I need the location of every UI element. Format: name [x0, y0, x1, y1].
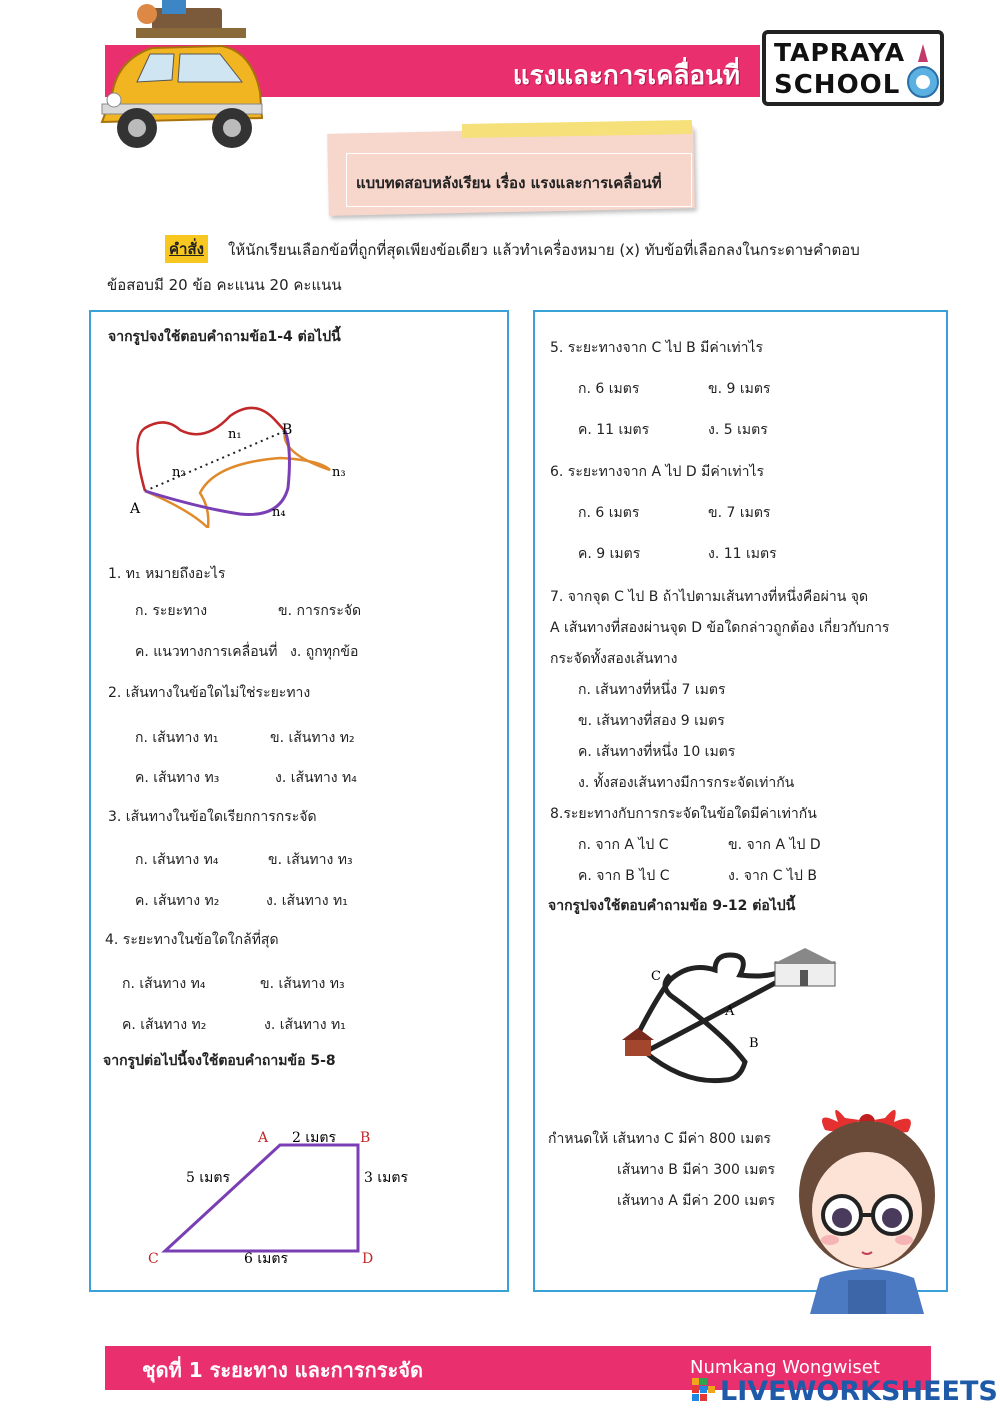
- q4-question: 4. ระยะทางในข้อใดใกล้ที่สุด: [105, 932, 279, 948]
- liveworksheets-brand: LIVEWORKSHEETS: [720, 1376, 998, 1407]
- section-intro-3: จากรูปจงใช้ตอบคำถามข้อ 9-12 ต่อไปนี้: [548, 898, 796, 914]
- q4-option-c[interactable]: ค. เส้นทาง ท₂: [122, 1017, 207, 1033]
- fig2-right-length: 3 เมตร: [364, 1170, 408, 1186]
- q7-question-line2: A เส้นทางที่สองผ่านจุด D ข้อใดกล่าวถูกต้อง เกี่ยวกับการ: [550, 620, 890, 636]
- q1-option-a[interactable]: ก. ระยะทาง: [135, 603, 208, 619]
- home-icon: [625, 1038, 651, 1056]
- fig1-label-n4: n₄: [272, 505, 286, 520]
- fig1-label-n3: n₃: [332, 465, 346, 480]
- logo-line2: SCHOOL: [774, 70, 901, 100]
- fig1-label-n1: n₁: [228, 427, 242, 442]
- q2-question: 2. เส้นทางในข้อใดไม่ใช่ระยะทาง: [108, 685, 311, 701]
- q7-option-c[interactable]: ค. เส้นทางที่หนึ่ง 10 เมตร: [578, 744, 736, 760]
- fig3-label-a: A: [725, 1004, 735, 1019]
- fig2-label-d: D: [362, 1251, 374, 1267]
- fig1-label-a: A: [130, 501, 141, 517]
- q1-option-b[interactable]: ข. การกระจัด: [278, 603, 362, 619]
- section-intro: จากรูปจงใช้ตอบคำถามข้อ1-4 ต่อไปนี้: [108, 329, 341, 345]
- fig2-bottom-length: 6 เมตร: [244, 1251, 288, 1267]
- q5-option-c[interactable]: ค. 11 เมตร: [578, 422, 650, 438]
- q6-option-d[interactable]: ง. 11 เมตร: [708, 546, 777, 562]
- q7-question-line1: 7. จากจุด C ไป B ถ้าไปตามเส้นทางที่หนึ่งคือผ่าน จุด: [550, 589, 869, 605]
- fig3-label-b: B: [749, 1036, 759, 1051]
- fig1-label-b: B: [282, 422, 293, 438]
- q4-option-a[interactable]: ก. เส้นทาง ท₄: [122, 976, 206, 992]
- q1-option-d[interactable]: ง. ถูกทุกข้อ: [290, 644, 359, 660]
- q5-option-d[interactable]: ง. 5 เมตร: [708, 422, 768, 438]
- q2-option-b[interactable]: ข. เส้นทาง ท₂: [270, 730, 355, 746]
- fig2-label-a: A: [258, 1130, 269, 1146]
- header-title: แรงและการเคลื่อนที่: [512, 61, 740, 91]
- q8-option-c[interactable]: ค. จาก B ไป C: [578, 868, 670, 884]
- fig2-label-c: C: [148, 1251, 159, 1267]
- route-figure: [615, 940, 855, 1090]
- q6-option-c[interactable]: ค. 9 เมตร: [578, 546, 641, 562]
- liveworksheets-blocks-icon: [692, 1378, 716, 1402]
- q7-option-a[interactable]: ก. เส้นทางที่หนึ่ง 7 เมตร: [578, 682, 726, 698]
- q6-option-b[interactable]: ข. 7 เมตร: [708, 505, 771, 521]
- fig2-top-length: 2 เมตร: [292, 1130, 336, 1146]
- girl-illustration: [790, 1100, 950, 1314]
- q4-option-b[interactable]: ข. เส้นทาง ท₃: [260, 976, 345, 992]
- q3-option-d[interactable]: ง. เส้นทาง ท₁: [266, 893, 348, 909]
- footer-set-title: ชุดที่ 1 ระยะทาง และการกระจัด: [142, 1358, 423, 1382]
- q3-option-a[interactable]: ก. เส้นทาง ท₄: [135, 852, 219, 868]
- given-line3: เส้นทาง A มีค่า 200 เมตร: [617, 1193, 776, 1209]
- q5-question: 5. ระยะทางจาก C ไป B มีค่าเท่าไร: [550, 340, 764, 356]
- instruction-label: คำสั่ง: [165, 235, 208, 263]
- q2-option-c[interactable]: ค. เส้นทาง ท₃: [135, 770, 220, 786]
- school-emblem-icon: [906, 42, 940, 102]
- fig1-label-n2: n₂: [172, 465, 186, 480]
- given-line1: กำหนดให้ เส้นทาง C มีค่า 800 เมตร: [548, 1131, 771, 1147]
- q8-option-a[interactable]: ก. จาก A ไป C: [578, 837, 669, 853]
- school-logo: [762, 30, 944, 106]
- q6-option-a[interactable]: ก. 6 เมตร: [578, 505, 640, 521]
- q1-option-c[interactable]: ค. แนวทางการเคลื่อนที่: [135, 644, 278, 660]
- section-intro-2: จากรูปต่อไปนี้จงใช้ตอบคำถามข้อ 5-8: [103, 1053, 336, 1069]
- q7-option-d[interactable]: ง. ทั้งสองเส้นทางมีการกระจัดเท่ากัน: [578, 775, 795, 791]
- q3-question: 3. เส้นทางในข้อใดเรียกการกระจัด: [108, 809, 317, 825]
- footer-author: Numkang Wongwiset: [690, 1357, 880, 1378]
- fig2-left-length: 5 เมตร: [186, 1170, 230, 1186]
- test-title: แบบทดสอบหลังเรียน เรื่อง แรงและการเคลื่อนที่: [356, 174, 662, 192]
- q7-option-b[interactable]: ข. เส้นทางที่สอง 9 เมตร: [578, 713, 725, 729]
- q6-question: 6. ระยะทางจาก A ไป D มีค่าเท่าไร: [550, 464, 765, 480]
- q5-option-b[interactable]: ข. 9 เมตร: [708, 381, 771, 397]
- car-illustration: [92, 0, 267, 160]
- trapezoid-figure: [140, 1120, 430, 1275]
- q8-question: 8.ระยะทางกับการกระจัดในข้อใดมีค่าเท่ากัน: [550, 806, 817, 822]
- fig2-label-b: B: [360, 1130, 371, 1146]
- instruction-score: ข้อสอบมี 20 ข้อ คะแนน 20 คะแนน: [107, 276, 342, 294]
- given-line2: เส้นทาง B มีค่า 300 เมตร: [617, 1162, 776, 1178]
- q1-question: 1. ท₁ หมายถึงอะไร: [108, 566, 226, 582]
- q8-option-b[interactable]: ข. จาก A ไป D: [728, 837, 821, 853]
- fig3-label-c: C: [651, 969, 661, 984]
- q2-option-d[interactable]: ง. เส้นทาง ท₄: [275, 770, 357, 786]
- q4-option-d[interactable]: ง. เส้นทาง ท₁: [264, 1017, 346, 1033]
- q2-option-a[interactable]: ก. เส้นทาง ท₁: [135, 730, 219, 746]
- q3-option-b[interactable]: ข. เส้นทาง ท₃: [268, 852, 353, 868]
- q5-option-a[interactable]: ก. 6 เมตร: [578, 381, 640, 397]
- liveworksheets-logo[interactable]: [692, 1374, 998, 1408]
- q8-option-d[interactable]: ง. จาก C ไป B: [728, 868, 817, 884]
- q7-question-line3: กระจัดทั้งสองเส้นทาง: [550, 651, 678, 667]
- instruction-text: ให้นักเรียนเลือกข้อที่ถูกที่สุดเพียงข้อเดียว แล้วทำเครื่องหมาย (x) ทับข้อที่เลือกลงในกระดาษคำตอบ: [228, 241, 860, 259]
- path-figure-1: [120, 398, 360, 528]
- q3-option-c[interactable]: ค. เส้นทาง ท₂: [135, 893, 220, 909]
- logo-line1: TAPRAYA: [774, 38, 906, 67]
